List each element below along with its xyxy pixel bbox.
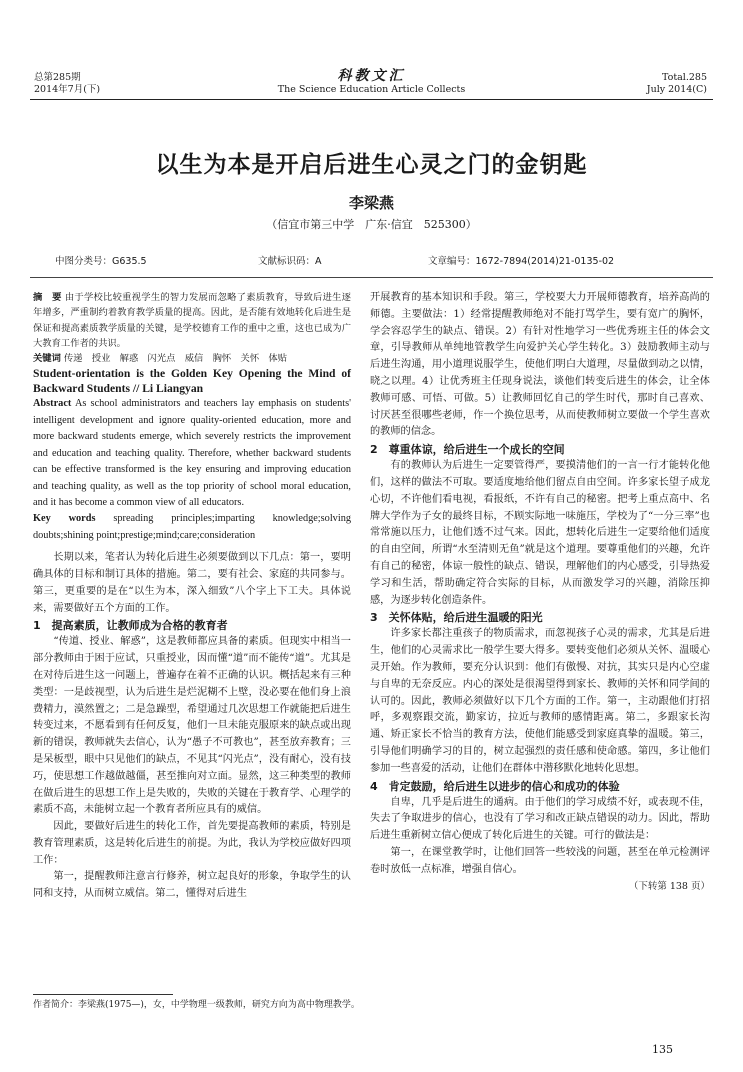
intro-paragraph: 长期以来，笔者认为转化后进生必须要做到以下几点：第一，要明确具体的目标和制订具体的措施。第二，要有社会、家庭的共同参与。第三，更重要的是在“以生为本，深入细致”八个字上下工夫。具体说来，需要做好五个方面的工作。 [33, 552, 351, 614]
body-paragraph: 第一，在课堂教学时，让他们回答一些较浅的问题，甚至在单元检测评卷时放低一点标准，增强自信心。 [370, 846, 710, 875]
english-abstract-text: As school administrators and teachers lay emphasis on students' intelligent development and ignore quality-oriented education, more and more backward students emerge, which severely restricts the improvement and education and teaching quality. Therefore, whether backward students can be effective transformed is the key ensuring and improving education and teaching quality, as well as the top priority of school moral education, and it has become a common view of all educators. [33, 398, 351, 508]
footnote-rule [33, 994, 173, 995]
body-paragraph: 自卑，几乎是后进生的通病。由于他们的学习成绩不好，或表现不佳，失去了争取进步的信心，也没有了学习和改正缺点错误的动力。因此，帮助后进生重新树立信心便成了转化后进生的关键。可行的做法是： [370, 796, 710, 842]
section-heading-2: 2 尊重体谅，给后进生一个成长的空间 [370, 443, 565, 457]
journal-english-name: The Science Education Article Collects [277, 84, 466, 95]
document-code: 文献标识码：A [258, 256, 322, 267]
body-paragraph: 开展教育的基本知识和手段。第三，学校要大力开展师德教育，培养高尚的师德。主要做法：1）经常提醒教师绝对不能打骂学生，要有宽广的胸怀，学会容忍学生的缺点、错误。2）有针对性地学习一些优秀班主任的体会文章，引导教师从单纯地管教学生向爱护关心学生转化。3）鼓励教师主动与后进生沟通，用小道理说服学生，使他们明白大道理，尽量做到动之以情，晓之以理。4）让优秀班主任现身说法，谈他们转变后进生的体会，让全体教师可感、可悟、可做。5）让教师回忆自己的学生时代，那时自己喜欢、讨厌甚至很哪些老师，作一个换位思考，从而使教师树立要做一个学生喜欢的教师的信念。 [370, 292, 710, 438]
section-heading-4: 4 肯定鼓励，给后进生以进步的信心和成功的体验 [370, 779, 620, 793]
left-column [33, 290, 351, 903]
meta-rule [30, 277, 713, 278]
abstract-cn [33, 290, 351, 351]
section-heading-3: 3 关怀体贴，给后进生温暖的阳光 [370, 611, 543, 625]
right-column [370, 290, 710, 895]
journal-logo: 科教文汇 [337, 68, 406, 84]
total-en: Total.285 [662, 72, 707, 83]
english-abstract-label: Abstract [33, 398, 72, 410]
article-number: 文章编号：1672-7894(2014)21-0135-02 [428, 256, 615, 267]
journal-header [0, 68, 743, 96]
article-title: 以生为本是开启后进生心灵之门的金钥匙 [155, 152, 588, 178]
clc-number: 中图分类号：G635.5 [55, 256, 147, 267]
body-paragraph: “传道、授业、解惑”，这是教师都应具备的素质。但现实中相当一部分教师由于困于应试，只重授业，因而懂“道”而不能传“道”。尤其是在对待后进生这一问题上，普遍存在着不正确的认识。概括起来有三种类型：一是歧视型，认为后进生是烂泥糊不上壁，没必要在他们身上浪费精力，漠然置之；二是急躁型，希望通过几次思想工作就能把后进生转变过来，不愿看到有任何反复，他们一旦未能克服原来的缺点或出现新的错误，教师就失去信心，认为“愚子不可教也”，甚至放弃教育；三是呆板型，眼中只见他们的缺点，不见其“闪光点”，没有耐心，没有技巧，使思想工作越做越僵，甚至推向对立面。显然，这三种类型的教师在做后进生的思想工作上是失败的，失败的关键在于教育学、心理学的素质不高，未能树立起一个教育者所应具有的威信。 [33, 636, 351, 816]
keywords-cn-label: 关键词 [33, 353, 61, 365]
issue-total: 总第285期 [34, 72, 81, 83]
issue-info-en [647, 72, 707, 96]
english-keywords-text: spreading principles;imparting knowledge;solving doubts;shining point;prestige;mind;care;consideration [33, 513, 351, 541]
english-abstract [33, 396, 351, 511]
body-paragraph: 许多家长都注重孩子的物质需求，而忽视孩子心灵的需求，尤其是后进生，他们的心灵需求比一般学生要大得多。要转变他们必须从关怀、温暖心灵开始。作为教师，要充分认识到：他们有傲慢、对抗，其实只是内心空虚与自卑的无奈反应。内心的深处是很渴望得到家长、教师的关怀和同学间的认可的。因此，教师必须做好以下几个方面的工作。第一，主动跟他们打招呼，多观察跟交流，勤家访，拉近与教师的感情距离。第二，多跟家长沟通、矫正家长不恰当的教育方法，使他们能感受到家庭真挚的温暖。第三，引导他们明确学习的目的，树立起强烈的责任感和使命感。第四，多让他们参加一些喜爱的活动，让他们在群体中潜移默化地转化思想。 [370, 628, 710, 774]
author-affiliation: （信宜市第三中学 广东·信宜 525300） [266, 218, 477, 231]
author-footnote: 作者简介：李梁燕(1975—)，女，中学物理一级教师，研究方向为高中物理教学。 [33, 1000, 360, 1010]
issue-date: 2014年7月(下) [34, 84, 101, 95]
continued-note: （下转第 138 页） [628, 880, 710, 892]
abstract-cn-label: 摘 要 [33, 292, 62, 303]
abstract-cn-text: 由于学校比较重视学生的智力发展而忽略了素质教育，导致后进生逐年增多，严重制约着教育教学质量的提高。因此，是否能有效地转化后进生是保证和提高素质教学质量的关键，是学校德育工作的重中之重，这也已成为广大教育工作者的共识。 [33, 292, 351, 349]
page-number: 135 [652, 1043, 673, 1056]
english-keywords-label: Key words [33, 513, 96, 525]
english-keywords [33, 511, 351, 544]
body-paragraph: 第一，提醒教师注意言行修养，树立起良好的形象，争取学生的认同和支持，从而树立威信。第二，懂得对后进生 [33, 871, 351, 900]
article-author: 李梁燕 [348, 194, 394, 212]
keywords-cn [33, 351, 351, 366]
body-paragraph: 有的教师认为后进生一定要管得严，要摸清他们的一言一行才能转化他们，这样的做法不可取。要适度地给他们留点自由空间。许多家长望子成龙心切，不许他们看电视，看报纸，不许有自己的秘密。把考上重点高中、名牌大学作为子女的最终目标，不顾实际地一味施压，学校为了“一分三率”也常常施以压力，让他们透不过气来。因此，想转化后进生一定要给他们适度的自由空间，所谓“水至清则无鱼”就是这个道理。要尊重他们的兴趣，允许有自己的秘密，体谅一般性的缺点、错误，理解他们的内心感受，引导热爱学习和生活，帮助确定符合实际的目标，从而激发学习的兴趣，消除压抑感，为逐步转化创造条件。 [370, 460, 710, 606]
section-heading-1: 1 提高素质，让教师成为合格的教育者 [33, 619, 228, 633]
body-paragraph: 因此，要做好后进生的转化工作，首先要提高教师的素质，特别是教育管理素质，这是转化后进生的前提。为此，我认为学校应做好四项工作： [33, 821, 351, 866]
date-en: July 2014(C) [646, 84, 707, 95]
header-rule [30, 99, 713, 100]
english-title: Student-orientation is the Golden Key Opening the Mind of Backward Students // Li Liangyan [33, 367, 351, 396]
keywords-cn-text: 传递 授业 解惑 闪光点 威信 胸怀 关怀 体贴 [63, 353, 288, 365]
